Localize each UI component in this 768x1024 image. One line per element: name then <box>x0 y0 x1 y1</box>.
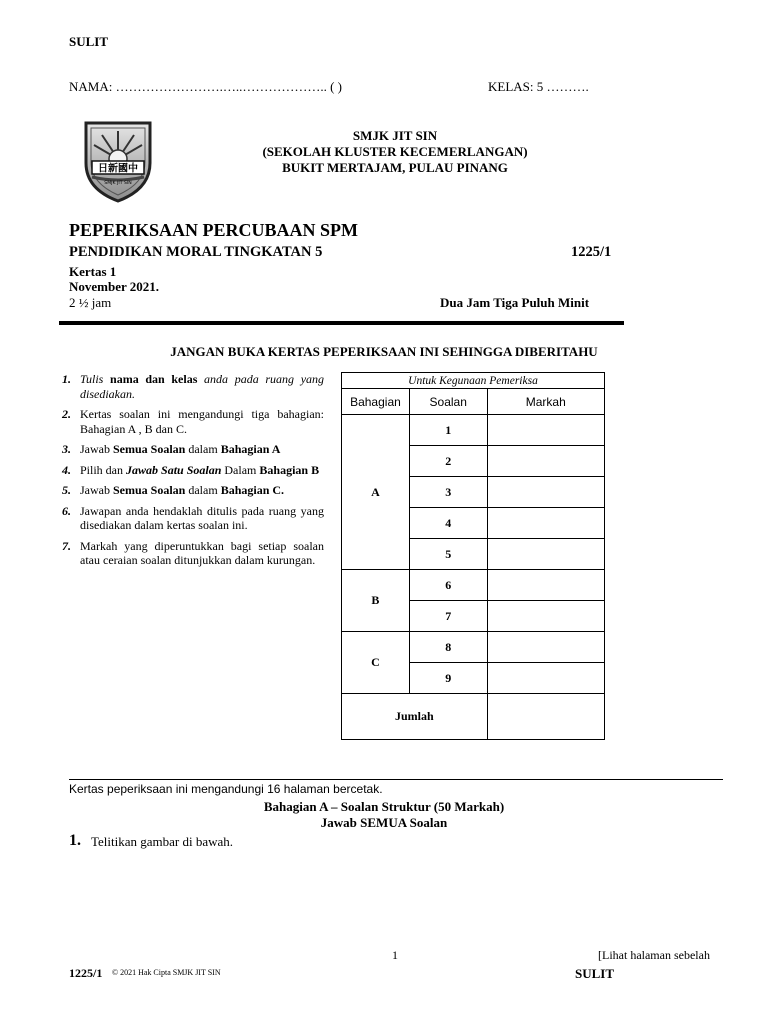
sulit-label-top: SULIT <box>69 34 109 49</box>
footer-paper-code: 1225/1 <box>69 966 103 980</box>
instruction-number: 7. <box>62 538 71 553</box>
header-divider <box>59 321 624 325</box>
mark-cell[interactable] <box>487 415 604 446</box>
mark-cell[interactable] <box>487 477 604 508</box>
instruction-text: Jawab Semua Soalan dalam Bahagian C. <box>80 483 285 497</box>
crest-chinese-text: 日新國中 <box>98 163 138 175</box>
instruction-text: Markah yang diperuntukkan bagi setiap soalan atau ceraian soalan ditunjukkan dalam kurungan. <box>80 538 324 567</box>
section-a-instruction: Jawab SEMUA Soalan <box>320 815 448 830</box>
table-header: Bahagian <box>342 389 410 415</box>
mark-cell[interactable] <box>487 508 604 539</box>
table-row <box>342 632 605 663</box>
sulit-label-bottom: SULIT <box>575 966 615 981</box>
instruction-number: 4. <box>62 462 71 477</box>
instruction-item <box>62 504 324 533</box>
examiner-marks-table <box>341 372 605 740</box>
paper-code: 1225/1 <box>571 244 612 260</box>
question-cell: 6 <box>409 570 487 601</box>
question-number: 1. <box>69 832 81 849</box>
mark-cell[interactable] <box>487 446 604 477</box>
question-cell: 2 <box>409 446 487 477</box>
instruction-number: 1. <box>62 372 71 386</box>
question-cell: 7 <box>409 601 487 632</box>
table-row <box>342 570 605 601</box>
warning-text: JANGAN BUKA KERTAS PEPERIKSAAN INI SEHINGGA DIBERITAHU <box>170 344 598 359</box>
instruction-item <box>62 442 324 457</box>
crest-school-name: SMJK JIT SIN <box>104 181 132 186</box>
section-cell: A <box>342 415 410 570</box>
table-row <box>342 415 605 446</box>
instruction-text: Pilih dan Jawab Satu Soalan Dalam Bahagian B <box>80 462 320 477</box>
instruction-item <box>62 372 324 401</box>
instruction-text: Kertas soalan ini mengandungi tiga bahagian: Bahagian A , B dan C. <box>80 407 324 436</box>
total-mark-cell[interactable] <box>487 694 604 740</box>
mark-cell[interactable] <box>487 539 604 570</box>
instruction-text: Tulis nama dan kelas anda pada ruang yang disediakan. <box>80 372 325 401</box>
subject-title: PENDIDIKAN MORAL TINGKATAN 5 <box>69 244 323 260</box>
question-text: Telitikan gambar di bawah. <box>91 834 234 849</box>
instruction-number: 5. <box>62 483 71 497</box>
table-header: Markah <box>487 389 604 415</box>
instruction-number: 2. <box>62 407 71 421</box>
school-name: SMJK JIT SIN <box>352 128 438 143</box>
duration-short: 2 ½ jam <box>69 295 112 310</box>
question-cell: 1 <box>409 415 487 446</box>
mark-cell[interactable] <box>487 601 604 632</box>
school-cluster: (SEKOLAH KLUSTER KECEMERLANGAN) <box>262 144 528 159</box>
question-cell: 8 <box>409 632 487 663</box>
copyright-note: © 2021 Hak Cipta SMJK JIT SIN <box>112 968 221 977</box>
footer-divider <box>69 779 723 780</box>
mark-cell[interactable] <box>487 632 604 663</box>
school-location: BUKIT MERTAJAM, PULAU PINANG <box>282 160 508 175</box>
school-crest-icon <box>80 117 156 203</box>
duration-long: Dua Jam Tiga Puluh Minit <box>440 295 590 310</box>
question-cell: 3 <box>409 477 487 508</box>
mark-cell[interactable] <box>487 663 604 694</box>
instruction-item <box>62 483 324 498</box>
question-cell: 9 <box>409 663 487 694</box>
table-caption: Untuk Kegunaan Pemeriksa <box>342 373 605 389</box>
class-field[interactable]: KELAS: 5 ………. <box>488 79 589 94</box>
page-count-note: Kertas peperiksaan ini mengandungi 16 halaman bercetak. <box>69 782 383 796</box>
name-field[interactable]: NAMA: …………………….…..……………….. ( ) <box>69 79 342 94</box>
instruction-item <box>62 539 324 568</box>
instruction-item <box>62 407 324 436</box>
school-heading <box>200 128 590 176</box>
exam-date: November 2021. <box>69 279 160 294</box>
section-a-title: Bahagian A – Soalan Struktur (50 Markah) <box>263 799 505 814</box>
next-page-note: [Lihat halaman sebelah <box>598 948 710 962</box>
instruction-text: Jawapan anda hendaklah ditulis pada ruang yang disediakan dalam kertas soalan ini. <box>80 503 324 532</box>
instructions-list <box>62 372 324 574</box>
question-cell: 4 <box>409 508 487 539</box>
section-cell: B <box>342 570 410 632</box>
instruction-number: 6. <box>62 503 71 518</box>
table-header: Soalan <box>409 389 487 415</box>
page-number: 1 <box>392 948 398 962</box>
question-cell: 5 <box>409 539 487 570</box>
total-label: Jumlah <box>342 694 488 740</box>
instruction-text: Jawab Semua Soalan dalam Bahagian A <box>80 442 281 456</box>
mark-cell[interactable] <box>487 570 604 601</box>
paper-number: Kertas 1 <box>69 264 117 279</box>
exam-title: PEPERIKSAAN PERCUBAAN SPM <box>69 220 359 240</box>
instruction-number: 3. <box>62 442 71 456</box>
section-cell: C <box>342 632 410 694</box>
instruction-item <box>62 463 324 478</box>
